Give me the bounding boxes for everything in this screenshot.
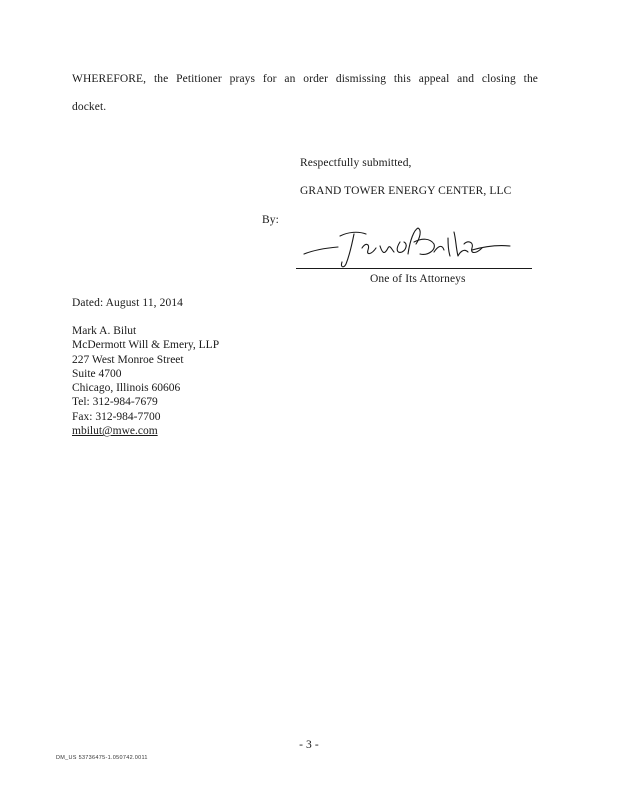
wherefore-paragraph-line-2: docket. xyxy=(72,101,107,113)
attorney-contact-block xyxy=(72,324,219,438)
by-label: By: xyxy=(262,214,279,226)
street-address: 227 West Monroe Street xyxy=(72,353,184,366)
signer-capacity-label: One of Its Attorneys xyxy=(370,273,466,285)
firm-name: McDermott Will & Emery, LLP xyxy=(72,339,220,352)
telephone: Tel: 312-984-7679 xyxy=(72,396,158,409)
party-name: GRAND TOWER ENERGY CENTER, LLC xyxy=(300,185,512,197)
document-id: DM_US 53736475-1.050742.0011 xyxy=(56,755,148,761)
page-number: - 3 - xyxy=(299,739,319,751)
handwritten-signature xyxy=(296,218,532,272)
city-state-zip: Chicago, Illinois 60606 xyxy=(72,382,181,395)
email-link[interactable]: mbilut@mwe.com xyxy=(72,425,158,438)
wherefore-paragraph-line-1: WHEREFORE, the Petitioner prays for an order dismissing this appeal and closing the xyxy=(72,73,538,85)
suite: Suite 4700 xyxy=(72,367,122,380)
closing-text: Respectfully submitted, xyxy=(300,157,412,169)
dated-line: Dated: August 11, 2014 xyxy=(72,297,184,309)
attorney-name: Mark A. Bilut xyxy=(72,325,137,337)
fax: Fax: 312-984-7700 xyxy=(72,410,161,423)
signature-line xyxy=(296,268,532,269)
